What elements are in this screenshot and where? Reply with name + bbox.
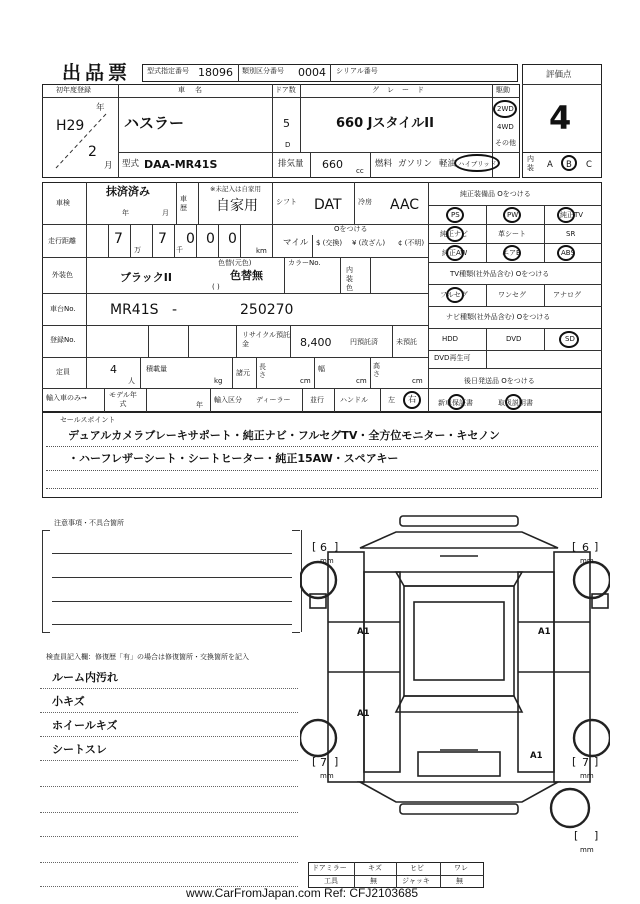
shift-value: DAT: [314, 197, 342, 213]
color-value: ブラックII: [120, 271, 172, 284]
sales-line-1: デュアルカメラブレーキサポート・純正ナビ・フルセグTV・全方位モニター・キセノン: [68, 429, 500, 442]
mileage-digit-4: 0: [206, 231, 215, 247]
car-name: ハスラー: [124, 114, 185, 132]
mark-a1-rr: A1: [530, 751, 543, 761]
serial-label: シリアル番号: [336, 67, 378, 75]
ac-value: AAC: [390, 197, 420, 213]
fuel-hybrid-circle: [454, 154, 500, 172]
note-item-1: ルーム内汚れ: [52, 671, 118, 684]
mileage-digit-2: 7: [158, 231, 167, 247]
equipment-title: 純正装備品 Oをつける: [460, 190, 531, 198]
class-no: 0004: [298, 66, 326, 79]
color-change-value: 色替無: [230, 269, 263, 282]
recycle-value: 8,400: [300, 336, 332, 349]
tire-rl-depth: 7: [320, 756, 327, 769]
car-name-label: 車名: [178, 86, 212, 94]
doors-label: ドア数: [275, 86, 296, 94]
sheet-title: 出品票: [62, 62, 132, 84]
inspection-value: 抹済済み: [106, 185, 150, 198]
tire-fr-depth: 6: [582, 541, 589, 554]
handle-right: 右: [408, 395, 417, 405]
mark-a1-fl: A1: [357, 627, 370, 637]
history-value: 自家用: [216, 198, 258, 214]
displacement: 660: [322, 158, 343, 171]
reg-year: H29: [56, 118, 85, 134]
inspector-label: 検査員記入欄：修復歴「有」の場合は修復箇所・交換箇所を記入: [46, 653, 249, 661]
mileage-digit-5: 0: [228, 231, 237, 247]
type-cert-label: 型式指定番号: [147, 67, 189, 75]
drive-2wd-circle: [493, 100, 517, 118]
capacity-value: 4: [110, 363, 117, 376]
drive-2wd: 2WD: [497, 105, 514, 113]
sales-line-2: ・ハーフレザーシート・シートヒーター・純正15AW・スペアキー: [68, 452, 399, 465]
type-cert-no: 18096: [198, 66, 233, 79]
spare-tire: [548, 786, 592, 830]
grade-label: グレード: [372, 86, 432, 94]
chassis-prefix: MR41S: [110, 302, 159, 318]
interior-b: B: [566, 160, 572, 170]
mileage-digit-3: 0: [186, 231, 195, 247]
score-value: 4: [549, 99, 572, 137]
class-label: 類別区分番号: [242, 67, 284, 75]
doors-value: 5: [283, 117, 290, 130]
tire-rr-depth: 7: [582, 756, 589, 769]
grade-value: 660 JスタイルII: [336, 116, 434, 131]
handle-right-circle: [403, 391, 421, 409]
reg-month: 2: [88, 144, 97, 160]
score-label: 評価点: [546, 70, 572, 80]
first-reg-label: 初年度登録: [56, 86, 91, 94]
attention-label: 注意事項・不具合箇所: [54, 519, 124, 527]
interior-b-circle: [561, 155, 577, 171]
mileage-digit-1: 7: [114, 231, 123, 247]
fuel-hybrid: ハイブリッド: [458, 160, 497, 168]
note-item-3: ホイールキズ: [52, 719, 118, 732]
mark-a1-rl: A1: [357, 709, 370, 719]
model-code: DAA-MR41S: [144, 158, 218, 171]
attention-box: [42, 530, 302, 632]
note-item-4: シートスレ: [52, 743, 107, 756]
footer-ref: www.CarFromJapan.com Ref: CFJ2103685: [186, 886, 419, 900]
note-item-2: 小キズ: [52, 695, 85, 708]
mark-a1-fr: A1: [538, 627, 551, 637]
tire-fl-depth: 6: [320, 541, 327, 554]
chassis-no: 250270: [240, 302, 294, 318]
